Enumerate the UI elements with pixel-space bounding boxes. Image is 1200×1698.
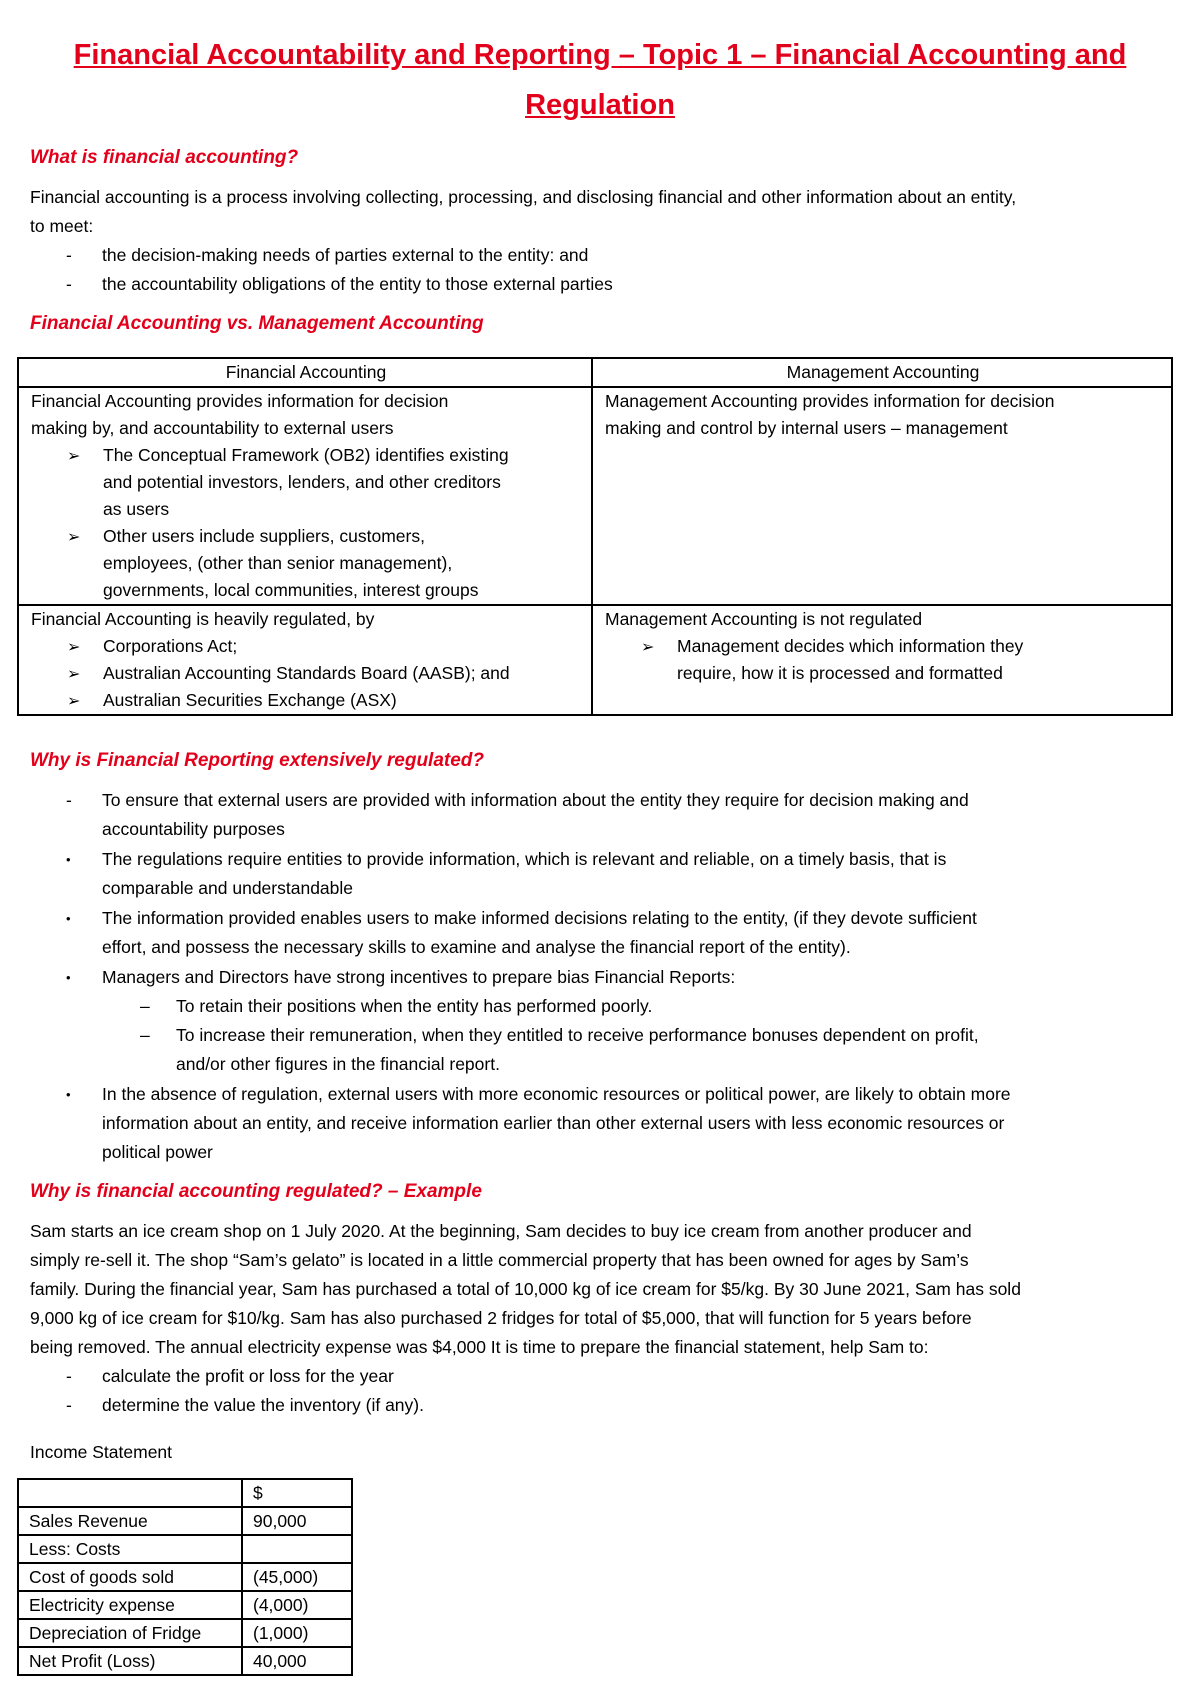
list-item: To ensure that external users are provided with information about the entity they require for decision making and — [102, 790, 969, 810]
title-line-2: Regulation — [525, 89, 675, 121]
table-row — [18, 1591, 352, 1619]
sub-list-item: To increase their remuneration, when they entitled to receive performance bonuses dependent on profit, — [176, 1025, 979, 1045]
table-cell: $ — [242, 1479, 352, 1507]
arrow-bullet-item: ➢ Management decides which information they require, how it is processed and formatted — [605, 633, 1161, 687]
table-cell — [242, 1535, 352, 1563]
dash-marker: - — [66, 1395, 72, 1415]
table-cell — [592, 387, 1172, 605]
paragraph-line: 9,000 kg of ice cream for $10/kg. Sam has also purchased 2 fridges for total of $5,000, that will function for 5 years before — [30, 1308, 972, 1328]
comparison-table — [17, 357, 1173, 716]
table-cell: Less: Costs — [18, 1535, 242, 1563]
list-item: The regulations require entities to provide information, which is relevant and reliable, on a timely basis, that is — [102, 849, 947, 869]
table-cell: (1,000) — [242, 1619, 352, 1647]
arrow-bullet-item: ➢ Australian Accounting Standards Board (AASB); and — [31, 660, 581, 687]
arrow-bullet-item: ➢ Other users include suppliers, customers, employees, (other than senior management), governments, local communities, interest groups — [31, 523, 581, 604]
list-item: determine the value the inventory (if any). — [102, 1395, 424, 1415]
list-item: calculate the profit or loss for the year — [102, 1366, 394, 1386]
list-item-continuation: political power — [102, 1142, 213, 1162]
table-cell: 90,000 — [242, 1507, 352, 1535]
cell-line: Financial Accounting provides information for decision — [31, 391, 449, 411]
list-item-continuation: information about an entity, and receive information earlier than other external users with less economic resources or — [102, 1113, 1005, 1133]
table-row — [18, 1563, 352, 1591]
table-cell — [18, 387, 592, 605]
table-header-row — [18, 1479, 352, 1507]
cell-line: making by, and accountability to external users — [31, 418, 394, 438]
income-statement-label: Income Statement — [30, 1442, 173, 1462]
list-item: In the absence of regulation, external users with more economic resources or political power, are likely to obtain more — [102, 1084, 1011, 1104]
table-cell: (45,000) — [242, 1563, 352, 1591]
paragraph-line: being removed. The annual electricity expense was $4,000 It is time to prepare the financial statement, help Sam to: — [30, 1337, 929, 1357]
table-row — [18, 1535, 352, 1563]
bullet-marker: • — [66, 852, 71, 867]
table-cell: 40,000 — [242, 1647, 352, 1675]
list-item-continuation: accountability purposes — [102, 819, 285, 839]
dash-marker: - — [66, 274, 72, 294]
sub-list-item-continuation: and/or other figures in the financial report. — [176, 1054, 500, 1074]
table-cell: Sales Revenue — [18, 1507, 242, 1535]
table-cell: Cost of goods sold — [18, 1563, 242, 1591]
table-row — [18, 605, 1172, 715]
endash-marker: – — [140, 996, 150, 1016]
arrow-bullet-item: ➢ Australian Securities Exchange (ASX) — [31, 687, 581, 714]
income-statement-table — [17, 1478, 353, 1676]
table-row — [18, 1647, 352, 1675]
list-item: the decision-making needs of parties external to the entity: and — [102, 245, 589, 265]
dash-marker: - — [66, 245, 72, 265]
dash-marker: - — [66, 1366, 72, 1386]
heading-fa-vs-ma: Financial Accounting vs. Management Accounting — [30, 313, 484, 334]
paragraph-line: family. During the financial year, Sam has purchased a total of 10,000 kg of ice cream for $5/kg. By 30 June 2021, Sam has sold — [30, 1279, 1021, 1299]
arrow-bullet-item: ➢ The Conceptual Framework (OB2) identifies existing and potential investors, lenders, and other creditors as users — [31, 442, 581, 523]
header-financial-accounting: Financial Accounting — [18, 358, 592, 387]
bullet-marker: • — [66, 1087, 71, 1102]
intro-line-1: Financial accounting is a process involving collecting, processing, and disclosing financial and other information about an entity, — [30, 187, 1017, 207]
table-header-row — [18, 358, 1172, 387]
cell-line: Management Accounting is not regulated — [605, 609, 923, 629]
table-row — [18, 1619, 352, 1647]
table-cell: (4,000) — [242, 1591, 352, 1619]
list-item-continuation: comparable and understandable — [102, 878, 354, 898]
title-line-1: Financial Accountability and Reporting – Topic 1 – Financial Accounting and — [73, 39, 1127, 71]
intro-line-2: to meet: — [30, 216, 94, 236]
list-item: the accountability obligations of the entity to those external parties — [102, 274, 613, 294]
bullet-marker: • — [66, 911, 71, 926]
dash-marker: - — [66, 790, 72, 810]
table-cell — [18, 605, 592, 715]
table-cell: Depreciation of Fridge — [18, 1619, 242, 1647]
cell-line: making and control by internal users – management — [605, 418, 1008, 438]
table-cell: Net Profit (Loss) — [18, 1647, 242, 1675]
table-cell — [18, 1479, 242, 1507]
cell-line: Financial Accounting is heavily regulated, by — [31, 609, 375, 629]
sub-list-item: To retain their positions when the entity has performed poorly. — [176, 996, 653, 1016]
list-item: Managers and Directors have strong incentives to prepare bias Financial Reports: — [102, 967, 736, 987]
paragraph-line: Sam starts an ice cream shop on 1 July 2020. At the beginning, Sam decides to buy ice cream from another producer and — [30, 1221, 972, 1241]
header-management-accounting: Management Accounting — [592, 358, 1172, 387]
table-row — [18, 1507, 352, 1535]
bullet-marker: • — [66, 970, 71, 985]
cell-line: Management Accounting provides information for decision — [605, 391, 1055, 411]
table-cell — [592, 605, 1172, 715]
heading-why-reporting-regulated: Why is Financial Reporting extensively regulated? — [30, 750, 484, 771]
list-item: The information provided enables users to make informed decisions relating to the entity, (if they devote sufficient — [102, 908, 977, 928]
page-title — [20, 30, 1180, 130]
table-row — [18, 387, 1172, 605]
endash-marker: – — [140, 1025, 150, 1045]
heading-example: Why is financial accounting regulated? – Example — [30, 1181, 482, 1202]
paragraph-line: simply re-sell it. The shop “Sam’s gelato” is located in a little commercial property that has been owned for ages by Sam’s — [30, 1250, 969, 1270]
arrow-bullet-item: ➢ Corporations Act; — [31, 633, 581, 660]
heading-what-is-financial-accounting: What is financial accounting? — [30, 147, 299, 168]
table-cell: Electricity expense — [18, 1591, 242, 1619]
list-item-continuation: effort, and possess the necessary skills to examine and analyse the financial report of the entity). — [102, 937, 851, 957]
